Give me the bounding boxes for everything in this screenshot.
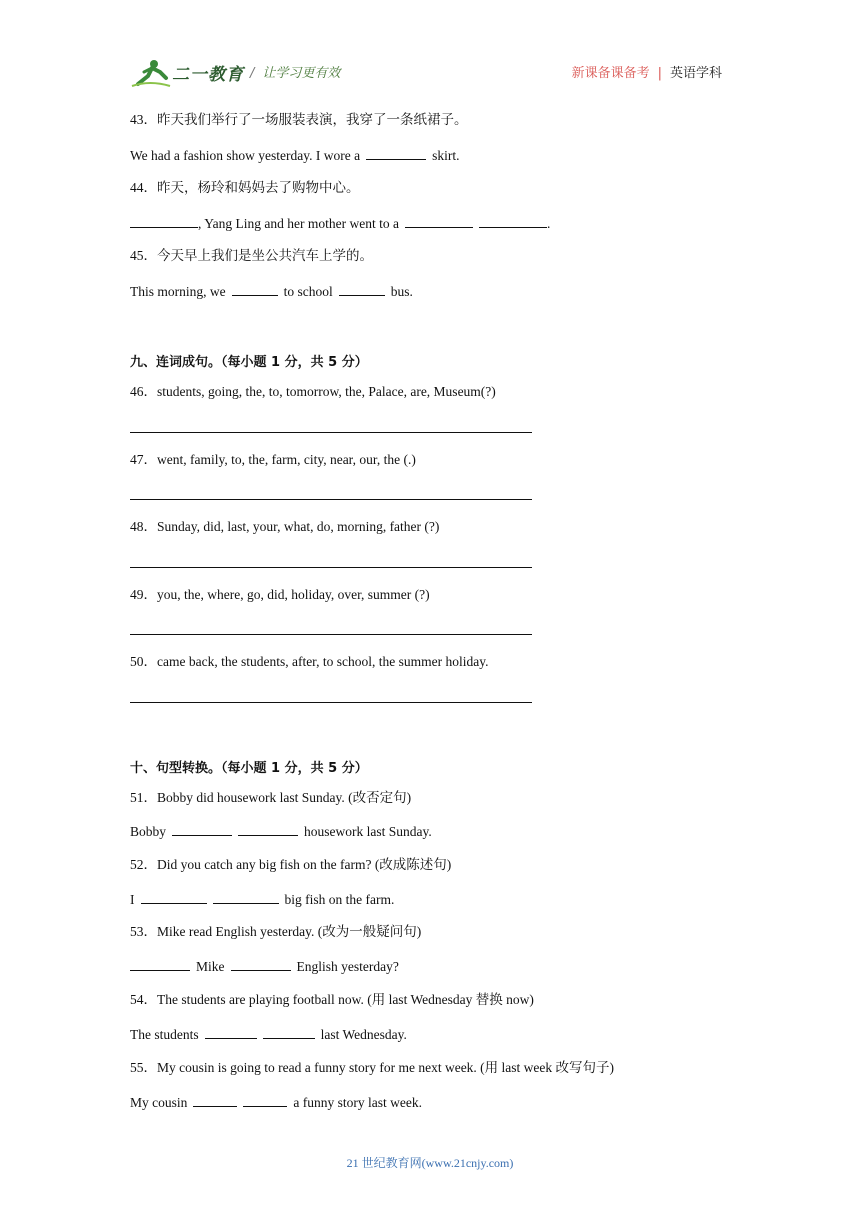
q55-answer: My cousin a funny story last week. [130, 1092, 422, 1113]
q47-prompt: 47．went, family, to, the, farm, city, near, our, the (.) [130, 452, 416, 467]
q45-sentence: This morning, we to school bus. [130, 281, 413, 302]
q45-prompt: 45．今天早上我们是坐公共汽车上学的。 [130, 248, 373, 263]
footer-link[interactable]: 21 世纪教育网(www.21cnjy.com) [346, 1156, 514, 1170]
q44-prompt: 44．昨天，杨玲和妈妈去了购物中心。 [130, 180, 360, 195]
q53-prompt: 53．Mike read English yesterday. (改为一般疑问句) [130, 924, 422, 939]
q49-prompt: 49．you, the, where, go, did, holiday, over, summer (?) [130, 587, 430, 602]
blank[interactable] [366, 145, 426, 160]
blank[interactable] [193, 1092, 237, 1107]
blank[interactable] [231, 956, 291, 971]
blank[interactable] [141, 889, 207, 904]
blank[interactable] [205, 1024, 257, 1039]
q54-prompt: 54．The students are playing football now. (用 last Wednesday 替换 now) [130, 992, 534, 1007]
blank[interactable] [130, 956, 190, 971]
q53-answer: Mike English yesterday? [130, 956, 399, 977]
logo-text: 二一教育 [172, 65, 244, 85]
q48-answer-line[interactable] [130, 567, 532, 568]
q44-sentence: , Yang Ling and her mother went to a . [130, 213, 550, 234]
header-subject-name: 英语学科 [669, 66, 722, 81]
header-tagline: 新课备课备考 [571, 66, 650, 81]
header-subject: 新课备课备考 | 英语学科 [571, 66, 722, 81]
q46-answer-line[interactable] [130, 432, 532, 433]
q51-answer: Bobby housework last Sunday. [130, 821, 432, 842]
blank[interactable] [479, 213, 547, 228]
q47-answer-line[interactable] [130, 499, 532, 500]
q49-answer-line[interactable] [130, 634, 532, 635]
blank[interactable] [172, 821, 232, 836]
slogan: / 让学习更有效 [250, 66, 341, 81]
section-10-title: 十、句型转换。（每小题 1 分，共 5 分） [130, 761, 368, 776]
page-header [130, 52, 730, 92]
q48-prompt: 48．Sunday, did, last, your, what, do, morning, father (?) [130, 519, 440, 534]
q54-answer: The students last Wednesday. [130, 1024, 407, 1045]
q51-prompt: 51．Bobby did housework last Sunday. (改否定句) [130, 790, 412, 805]
blank[interactable] [232, 281, 278, 296]
blank[interactable] [263, 1024, 315, 1039]
q55-prompt: 55．My cousin is going to read a funny story for me next week. (用 last week 改写句子) [130, 1060, 615, 1075]
section-9-title: 九、连词成句。（每小题 1 分，共 5 分） [130, 355, 368, 370]
q43-prompt: 43．昨天我们举行了一场服装表演，我穿了一条纸裙子。 [130, 112, 468, 127]
q52-answer: I big fish on the farm. [130, 889, 394, 910]
blank[interactable] [405, 213, 473, 228]
blank[interactable] [130, 213, 198, 228]
q52-prompt: 52．Did you catch any big fish on the farm? (改成陈述句) [130, 857, 452, 872]
q43-sentence: We had a fashion show yesterday. I wore a skirt. [130, 145, 459, 166]
blank[interactable] [243, 1092, 287, 1107]
q50-answer-line[interactable] [130, 702, 532, 703]
q50-prompt: 50．came back, the students, after, to school, the summer holiday. [130, 654, 489, 669]
blank[interactable] [213, 889, 279, 904]
blank[interactable] [339, 281, 385, 296]
q46-prompt: 46．students, going, the, to, tomorrow, the, Palace, are, Museum(?) [130, 384, 496, 399]
blank[interactable] [238, 821, 298, 836]
